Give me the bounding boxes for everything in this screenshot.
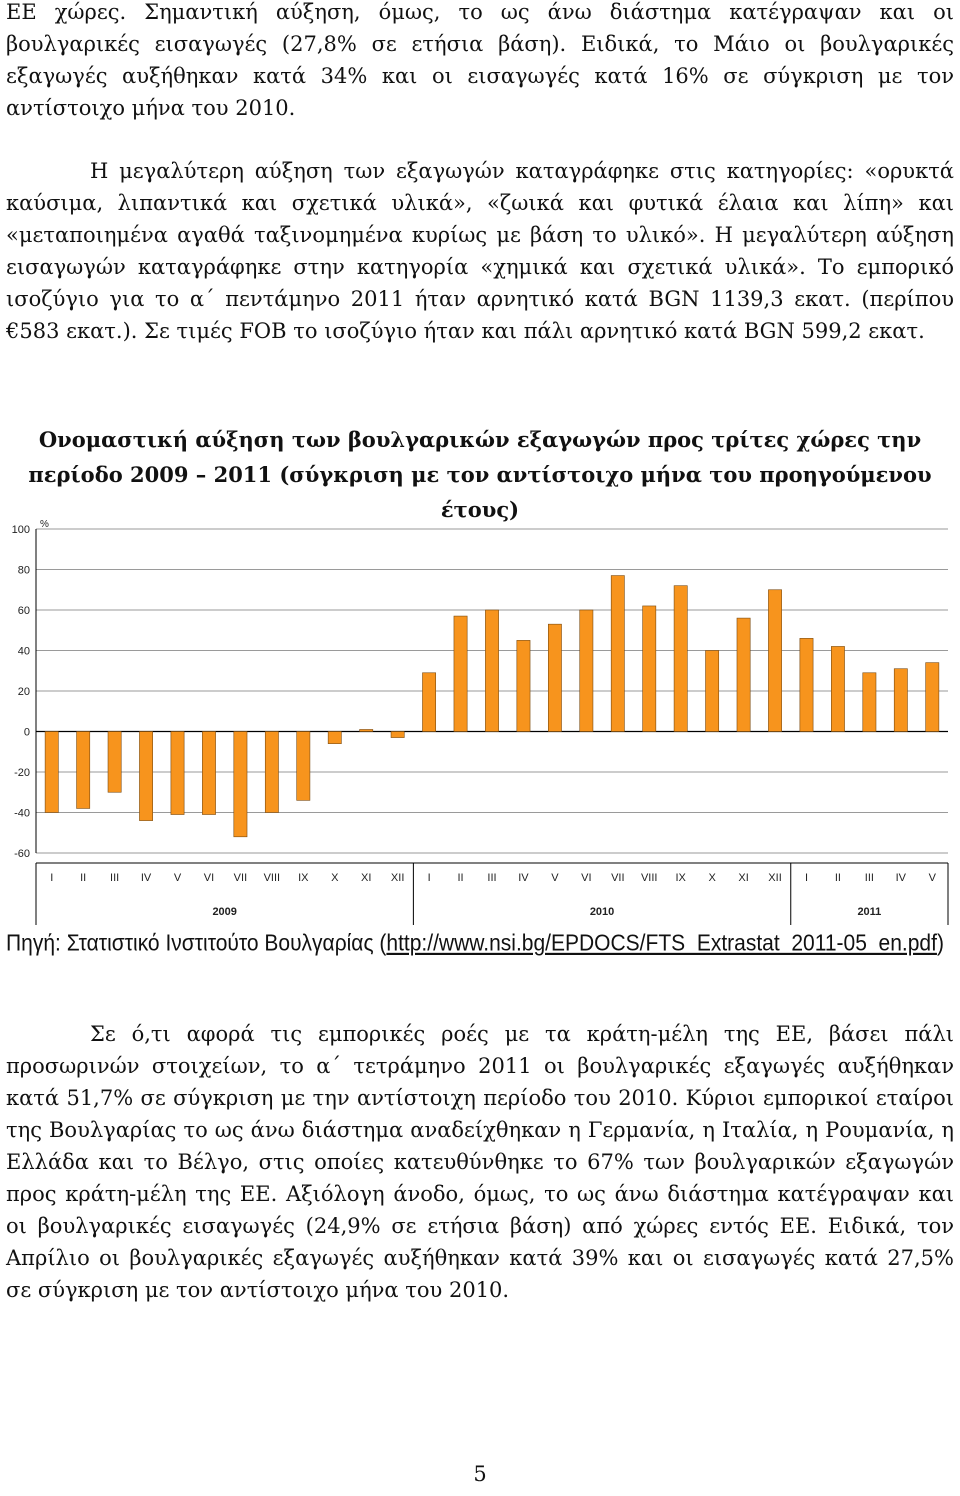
x-tick-label: VII (233, 872, 248, 884)
x-tick-label: VII (611, 872, 625, 884)
bar (611, 576, 624, 732)
x-tick-label: IX (298, 872, 309, 884)
source-citation (6, 928, 954, 960)
y-tick-label: -20 (14, 767, 30, 779)
year-label: 2009 (212, 906, 237, 918)
bar (894, 669, 907, 732)
bar (45, 732, 58, 813)
year-label: 2011 (857, 906, 882, 918)
y-tick-label: 80 (17, 564, 30, 577)
x-tick-label: X (708, 872, 716, 884)
paragraph-2: Η μεγαλύτερη αύξηση των εξαγωγών καταγράφηκε στις κατηγορίες: «ορυκτά καύσιμα, λιπαντικά και σχετικά υλικά», «ζωικά και φυτικά έλαια και λίπη» και «μεταποιημένα αγαθά ταξινομημένα κυρίως με βάση το υλικό». Η μεγαλύτερη αύξηση εισαγωγών καταγράφηκε στην κατηγορία «χημικά και σχετικά υλικά». Το εμπορικό ισοζύγιο για το α΄ πεντάμηνο 2011 ήταν αρνητικό κατά BGN 1139,3 εκατ. (περίπου €583 εκατ.). Σε τιμές FOB το ισοζύγιο ήταν και πάλι αρνητικό κατά BGN 599,2 εκατ. (6, 159, 954, 343)
y-tick-label: 100 (11, 524, 30, 536)
y-tick-label: 60 (17, 605, 30, 617)
x-tick-label: III (864, 872, 874, 884)
source-suffix: ) (936, 931, 944, 957)
bar (831, 646, 844, 731)
x-tick-label: V (928, 872, 936, 884)
bar (800, 638, 813, 731)
y-tick-label: 20 (17, 686, 30, 698)
bar (328, 732, 341, 744)
y-tick-label: 0 (23, 726, 30, 739)
bar-chart-svg (0, 515, 960, 925)
x-tick-label: IV (140, 872, 152, 884)
bar (234, 732, 247, 837)
x-tick-label: XI (361, 872, 372, 884)
bar (77, 732, 90, 809)
y-tick-label: -60 (14, 848, 30, 860)
x-tick-label: I (50, 872, 54, 884)
x-tick-label: II (457, 872, 464, 884)
x-tick-label: I (804, 872, 809, 884)
bar (171, 732, 184, 815)
y-axis-unit-label: % (40, 519, 49, 530)
x-tick-label: II (80, 872, 87, 884)
paragraph-top: ΕΕ χώρες. Σημαντική αύξηση, όμως, το ως άνω διάστημα κατέγραψαν και οι βουλγαρικές εισαγωγές (27,8% σε ετήσια βάση). Ειδικά, το Μάιο οι βουλγαρικές εξαγωγές αυξήθηκαν κατά 34% και οι εισαγωγές κατά 16% σε σύγκριση με τον αντίστοιχο μήνα του 2010. (6, 0, 954, 120)
x-tick-label: XII (768, 872, 782, 884)
bar (422, 673, 435, 732)
x-tick-label: X (331, 872, 339, 884)
bar (108, 732, 121, 793)
bar-chart (0, 515, 960, 925)
bar (265, 732, 278, 813)
y-tick-label: -40 (14, 807, 30, 820)
x-tick-label: II (834, 872, 841, 884)
source-prefix: Πηγή: Στατιστικό Ινστιτούτο Βουλγαρίας ( (6, 931, 387, 957)
x-tick-label: I (427, 872, 431, 884)
bar (391, 732, 404, 738)
page-number: 5 (473, 1462, 487, 1486)
bar (737, 618, 750, 731)
y-tick-label: 40 (17, 645, 30, 658)
year-label: 2010 (589, 906, 615, 918)
paragraph-3: Σε ό,τι αφορά τις εμπορικές ροές με τα κράτη-μέλη της ΕΕ, βάσει πάλι προσωρινών στοιχείων, το α΄ τετράμηνο 2011 οι βουλγαρικές εξαγωγές αυξήθηκαν κατά 51,7% σε σύγκριση με την αντίστοιχη περίοδο του 2010. Κύριοι εμπορικοί εταίροι της Βουλγαρίας το ως άνω διάστημα αναδείχθηκαν η Γερμανία, η Ιταλία, η Ρουμανία, η Ελλάδα και το Βέλγο, στις οποίες κατευθύνθηκε το 67% των βουλγαρικών εξαγωγών προς κράτη-μέλη της ΕΕ. Αξιόλογη άνοδο, όμως, το ως άνω διάστημα κατέγραψαν και οι βουλγαρικές εισαγωγές (24,9% σε ετήσια βάση) από χώρες εντός ΕΕ. Ειδικά, τον Απρίλιο οι βουλγαρικές εξαγωγές αυξήθηκαν κατά 39% και οι εισαγωγές κατά 27,5% σε σύγκριση με τον αντίστοιχο μήνα του 2010. (6, 1022, 954, 1302)
x-tick-label: IV (518, 872, 529, 884)
bar (360, 729, 373, 731)
source-link[interactable]: http://www.nsi.bg/EPDOCS/FTS_Extrastat_2011-05_en.pdf (386, 931, 937, 957)
bar (454, 616, 467, 731)
bar (674, 586, 687, 732)
x-tick-label: III (487, 872, 497, 884)
x-tick-label: XII (390, 872, 405, 884)
x-tick-label: VIII (263, 872, 281, 884)
bar (706, 651, 719, 732)
bar (202, 732, 215, 815)
chart-title: Ονομαστική αύξηση των βουλγαρικών εξαγωγών προς τρίτες χώρες την περίοδο 2009 – 2011 (σύγκριση με τον αντίστοιχο μήνα του προηγούμενου έτους) (28, 427, 932, 522)
bar (768, 590, 781, 732)
bar (926, 663, 939, 732)
bar (517, 640, 530, 731)
x-tick-label: VI (581, 872, 592, 884)
x-tick-label: V (173, 872, 182, 884)
x-tick-label: III (110, 872, 120, 884)
bar (863, 673, 876, 732)
x-tick-label: V (551, 872, 559, 884)
bar (297, 732, 310, 801)
bar (139, 732, 152, 821)
x-tick-label: VIII (640, 872, 658, 884)
bar (580, 610, 593, 732)
x-tick-label: XI (738, 872, 749, 884)
bar (548, 624, 561, 731)
x-tick-label: VI (203, 872, 215, 884)
x-tick-label: IX (675, 872, 686, 884)
x-tick-label: IV (895, 872, 907, 884)
bar (485, 610, 498, 732)
bar (643, 606, 656, 732)
